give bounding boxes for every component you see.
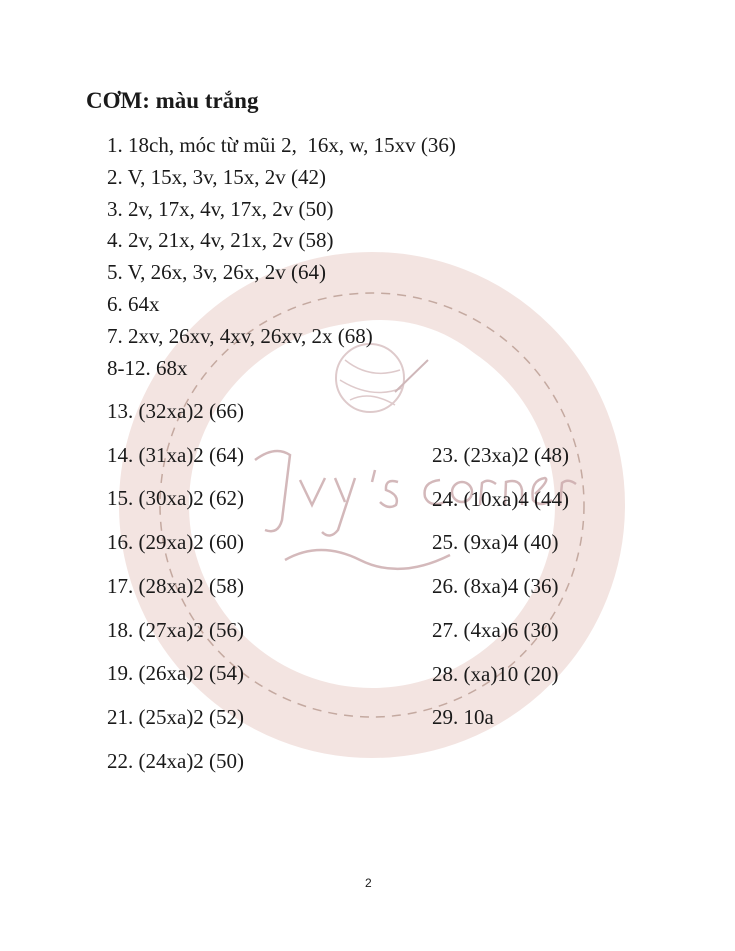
pattern-step: 13. (32xa)2 (66): [107, 399, 245, 423]
pattern-step: 15. (30xa)2 (62): [107, 486, 245, 511]
pattern-step: 23. (23xa)2 (48): [432, 443, 570, 467]
pattern-step: 4. 2v, 21x, 4v, 21x, 2v (58): [107, 228, 334, 253]
pattern-step: 5. V, 26x, 3v, 26x, 2v (64): [107, 260, 326, 285]
pattern-step: 8-12. 68x: [107, 355, 188, 380]
page-number: 2: [365, 876, 372, 890]
pattern-step: 24. (10xa)4 (44): [432, 486, 570, 511]
pattern-step: 21. (25xa)2 (52): [107, 704, 245, 729]
pattern-step: 1. 18ch, móc từ mũi 2, 16x, w, 15xv (36): [107, 133, 456, 157]
pattern-step: 3. 2v, 17x, 4v, 17x, 2v (50): [107, 196, 334, 221]
pattern-step: 19. (26xa)2 (54): [107, 661, 245, 686]
pattern-step: 18. (27xa)2 (56): [107, 617, 245, 642]
pattern-step: 28. (xa)10 (20): [432, 661, 559, 686]
pattern-step: 25. (9xa)4 (40): [432, 530, 559, 555]
pattern-step: 16. (29xa)2 (60): [107, 530, 245, 555]
pattern-step: 29. 10a: [432, 705, 494, 730]
pattern-step: 17. (28xa)2 (58): [107, 573, 245, 598]
pattern-step: 27. (4xa)6 (30): [432, 617, 559, 642]
pattern-step: 22. (24xa)2 (50): [107, 748, 245, 773]
pattern-step: 7. 2xv, 26xv, 4xv, 26xv, 2x (68): [107, 323, 373, 348]
pattern-step: 14. (31xa)2 (64): [107, 442, 245, 467]
pattern-step: 6. 64x: [107, 292, 160, 316]
section-title: CƠM: màu trắng: [86, 88, 259, 113]
pattern-step: 2. V, 15x, 3v, 15x, 2v (42): [107, 164, 326, 189]
pattern-step: 26. (8xa)4 (36): [432, 574, 559, 599]
